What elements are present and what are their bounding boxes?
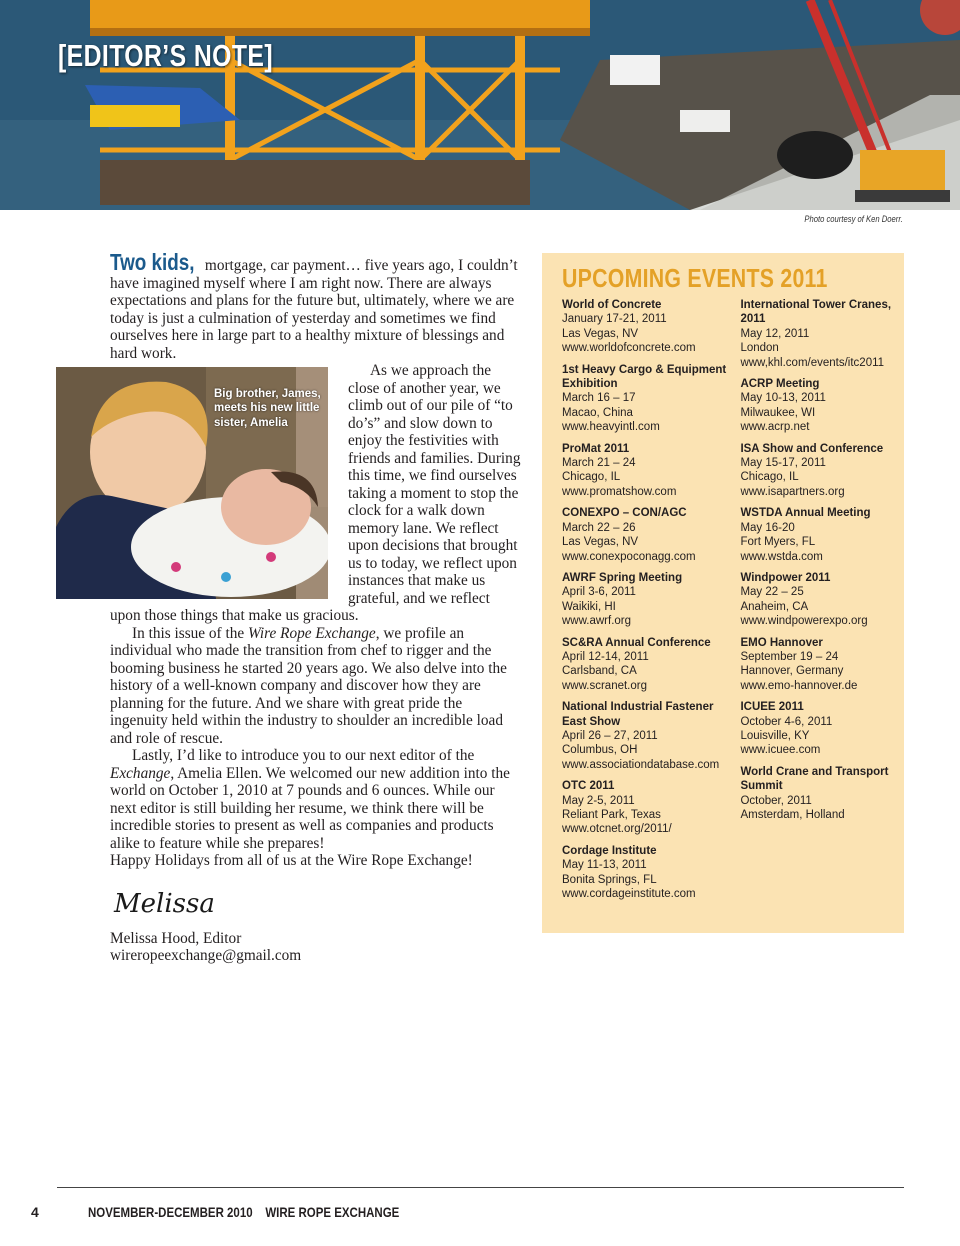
signer-name: Melissa Hood, Editor	[110, 929, 242, 947]
event-detail: March 22 – 26	[562, 521, 636, 534]
event-website-link[interactable]: www.windpowerexpo.org	[740, 615, 868, 628]
event-name: ICUEE 2011	[740, 701, 804, 714]
event-website-link[interactable]: www.acrp.net	[740, 421, 810, 434]
exchange-word: Exchange	[110, 764, 171, 782]
events-columns	[562, 298, 904, 908]
event-detail: Amsterdam, Holland	[740, 809, 845, 821]
event-item	[562, 506, 740, 564]
event-item	[740, 298, 904, 370]
event-website-link[interactable]: www.awrf.org	[562, 615, 632, 628]
photo-credit: Photo courtesy of Ken Doerr.	[804, 214, 903, 224]
event-detail: May 12, 2011	[740, 327, 810, 340]
footer-divider	[57, 1187, 904, 1188]
event-name: AWRF Spring Meeting	[562, 571, 683, 584]
event-website-link[interactable]: www.scranet.org	[562, 679, 648, 692]
event-name: SC&RA Annual Conference	[562, 636, 711, 649]
event-detail: Columbus, OH	[562, 744, 638, 757]
event-name: CONEXPO – CON/AGC	[562, 507, 687, 520]
event-name: EMO Hannover	[740, 636, 823, 649]
event-item	[562, 363, 740, 435]
event-name: 1st Heavy Cargo & Equipment Exhibition	[562, 363, 727, 391]
event-item	[740, 636, 904, 694]
event-item	[562, 844, 740, 902]
event-website-link[interactable]: www.cordageinstitute.com	[562, 888, 696, 901]
event-detail: Bonita Springs, FL	[562, 873, 657, 886]
event-item	[740, 442, 904, 500]
event-detail: April 3-6, 2011	[562, 586, 636, 599]
event-detail: May 10-13, 2011	[740, 392, 826, 405]
editor-signature	[110, 878, 522, 926]
kids-photo	[56, 367, 328, 599]
event-detail: April 26 – 27, 2011	[562, 729, 658, 742]
paragraph-3: In this issue of the Wire Rope Exchange, we profile an individual who made the transition from chef to rigger and the booming business he started 20 years ago. We also delve into the history of a well-known company and discover how they are planning for the future. And we share with great pride the ingenuity held within the industry to shoulder an incredible load and role of rescue.	[110, 624, 507, 747]
event-detail: Fort Myers, FL	[740, 536, 816, 549]
events-right-column	[740, 298, 904, 908]
event-item	[562, 298, 740, 356]
event-detail: May 2-5, 2011	[562, 794, 635, 807]
event-detail: Anaheim, CA	[740, 600, 809, 613]
event-website-link[interactable]: www.isapartners.org	[740, 485, 845, 498]
event-item	[740, 377, 904, 435]
event-name: National Industrial Fastener East Show	[562, 701, 714, 728]
event-detail: March 16 – 17	[562, 392, 636, 405]
event-detail: Hannover, Germany	[740, 665, 844, 678]
event-item	[562, 700, 740, 772]
signature-graphic	[110, 878, 220, 926]
photo-caption: Big brother, James, meets his new little sister, Amelia	[214, 388, 321, 429]
event-detail: Macao, China	[562, 406, 633, 419]
event-name: ProMat 2011	[562, 442, 630, 455]
event-name: WSTDA Annual Meeting	[740, 507, 871, 520]
event-detail: Chicago, IL	[740, 471, 799, 484]
editor-email[interactable]: wireropeexchange@gmail.com	[110, 947, 302, 964]
event-detail: October 4-6, 2011	[740, 715, 833, 728]
event-item	[740, 765, 904, 823]
event-website-link[interactable]: www.associationdatabase.com	[562, 758, 720, 771]
event-website-link[interactable]: www.emo-hannover.de	[740, 679, 858, 692]
event-detail: Reliant Park, Texas	[562, 809, 661, 821]
editors-note-article	[110, 249, 522, 965]
event-website-link[interactable]: www.otcnet.org/2011/	[562, 823, 672, 836]
event-item	[740, 506, 904, 564]
events-title: UPCOMING EVENTS 2011	[562, 263, 828, 293]
event-detail: Milwaukee, WI	[740, 406, 816, 419]
event-detail: May 22 – 25	[740, 586, 804, 599]
lead-headline: Two kids,	[110, 249, 195, 275]
event-name: ISA Show and Conference	[740, 442, 884, 455]
closing-line: Happy Holidays from all of us at the Wire Rope Exchange!	[110, 852, 473, 869]
page-number: 4	[31, 1204, 39, 1220]
event-website-link[interactable]: www.icuee.com	[740, 744, 821, 757]
event-detail: September 19 – 24	[740, 650, 839, 663]
paragraph-1: Two kids, mortgage, car payment… five years ago, I couldn’t have imagined myself where I am right now. There are always expectations and plans for the future but, ultimately, where we are today is just a culmination of yesterday and sometimes we find ourselves here in large part to a healthy mixture of blessings and hard work.	[110, 249, 518, 362]
event-detail: Las Vegas, NV	[562, 327, 639, 340]
event-website-link[interactable]: www.worldofconcrete.com	[562, 342, 696, 355]
event-name: World of Concrete	[562, 299, 662, 311]
events-left-column	[562, 298, 740, 908]
event-name: World Crane and Transport Summit	[740, 765, 889, 793]
upcoming-events-panel	[542, 253, 904, 933]
event-name: Cordage Institute	[562, 844, 657, 857]
section-title: [EDITOR’S NOTE]	[58, 38, 273, 73]
event-name: OTC 2011	[562, 780, 615, 793]
offshore-platform-illustration	[0, 0, 960, 210]
magazine-name: Wire Rope Exchange	[248, 624, 376, 642]
event-item	[562, 442, 740, 500]
event-item	[740, 700, 904, 758]
event-detail: Waikiki, HI	[562, 600, 616, 613]
footer-issue-label: NOVEMBER-DECEMBER 2010 WIRE ROPE EXCHANGE	[88, 1204, 400, 1220]
event-item	[562, 636, 740, 694]
event-detail: Las Vegas, NV	[562, 536, 639, 549]
event-detail: May 16-20	[740, 521, 795, 534]
event-detail: April 12-14, 2011	[562, 650, 649, 663]
event-item	[740, 571, 904, 629]
event-detail: London	[740, 342, 779, 355]
event-website-link[interactable]: www.conexpoconagg.com	[562, 550, 696, 563]
event-website-link[interactable]: www.promatshow.com	[562, 485, 677, 498]
photo-wrap-block	[110, 362, 522, 625]
event-item	[562, 571, 740, 629]
event-item	[562, 779, 740, 837]
event-name: Windpower 2011	[740, 571, 831, 584]
event-detail: October, 2011	[740, 794, 812, 807]
event-detail: May 11-13, 2011	[562, 859, 647, 872]
event-detail: May 15-17, 2011	[740, 457, 826, 470]
event-detail: March 21 – 24	[562, 457, 636, 470]
event-detail: January 17-21, 2011	[562, 313, 667, 326]
paragraph-4: Lastly, I’d like to introduce you to our next editor of the Exchange, Amelia Ellen. We welcomed our new addition into the world on October 1, 2010 at 7 pounds and 6 ounces. While our next editor is still building her resume, we think there will be incredible stories to present as well as companies and products alike to feature while she prepares!	[110, 747, 510, 852]
event-website-link[interactable]: www.wstda.com	[740, 550, 823, 563]
event-name: International Tower Cranes, 2011	[740, 299, 892, 326]
event-detail: Louisville, KY	[740, 729, 810, 742]
event-website-link[interactable]: www.heavyintl.com	[562, 421, 660, 434]
event-detail: Carlsband, CA	[562, 665, 637, 678]
header-photo	[0, 0, 960, 210]
event-detail: Chicago, IL	[562, 471, 621, 484]
svg-text:Melissa: Melissa	[114, 888, 215, 919]
paragraph-2: As we approach the close of another year, we climb out of our pile of “to do’s” and slow down to enjoy the festivities with friends and families. During this time, we find ourselves taking a moment to stop the clock for a walk down memory lane. We reflect upon decisions that brought us to today, we reflect upon instances that make us grateful, and we reflect upon those things that make us gracious.	[110, 362, 521, 624]
event-name: ACRP Meeting	[740, 378, 820, 391]
event-website-link[interactable]: www,khl.com/events/itc2011	[740, 356, 885, 369]
